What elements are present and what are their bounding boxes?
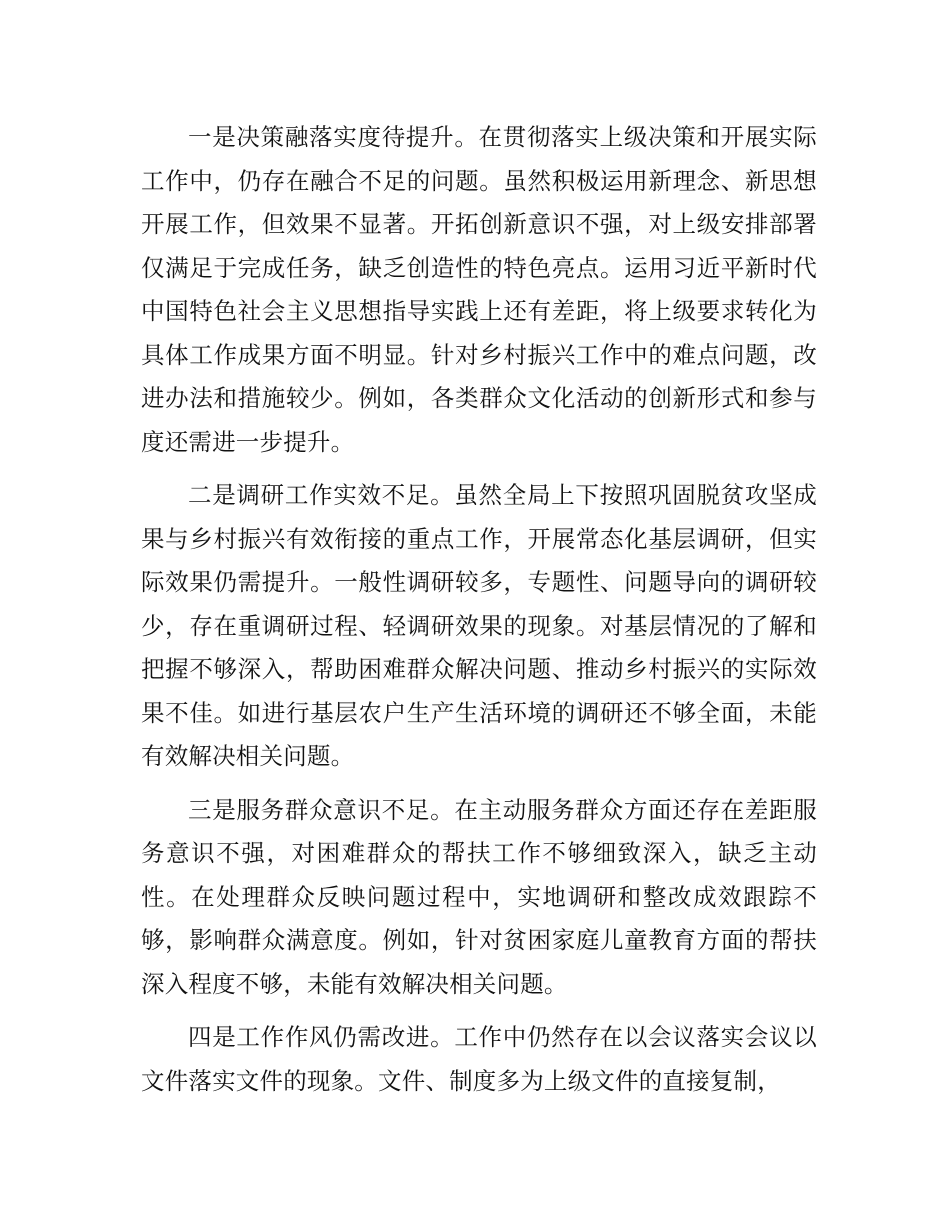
document-body — [141, 116, 817, 1113]
paragraph-research-effectiveness: 二是调研工作实效不足。虽然全局上下按照巩固脱贫攻坚成果与乡村振兴有效衔接的重点工作，开展常态化基层调研，但实际效果仍需提升。一般性调研较多，专题性、问题导向的调研较少，存在重调研过程、轻调研效果的现象。对基层情况的了解和把握不够深入，帮助困难群众解决问题、推动乡村振兴的实际效果不佳。如进行基层农户生产生活环境的调研还不够全面，未能有效解决相关问题。 — [141, 481, 817, 770]
paragraph-serving-the-public: 三是服务群众意识不足。在主动服务群众方面还存在差距服务意识不强，对困难群众的帮扶工作不够细致深入，缺乏主动性。在处理群众反映问题过程中，实地调研和整改成效跟踪不够，影响群众满意度。例如，针对贫困家庭儿童教育方面的帮扶深入程度不够，未能有效解决相关问题。 — [141, 795, 817, 998]
paragraph-work-style: 四是工作作风仍需改进。工作中仍然存在以会议落实会议以文件落实文件的现象。文件、制度多为上级文件的直接复制， — [141, 1023, 817, 1095]
paragraph-decision-implementation: 一是决策融落实度待提升。在贯彻落实上级决策和开展实际工作中，仍存在融合不足的问题。虽然积极运用新理念、新思想开展工作，但效果不显著。开拓创新意识不强，对上级安排部署仅满足于完成任务，缺乏创造性的特色亮点。运用习近平新时代中国特色社会主义思想指导实践上还有差距，将上级要求转化为具体工作成果方面不明显。针对乡村振兴工作中的难点问题，改进办法和措施较少。例如，各类群众文化活动的创新形式和参与度还需进一步提升。 — [141, 123, 817, 456]
